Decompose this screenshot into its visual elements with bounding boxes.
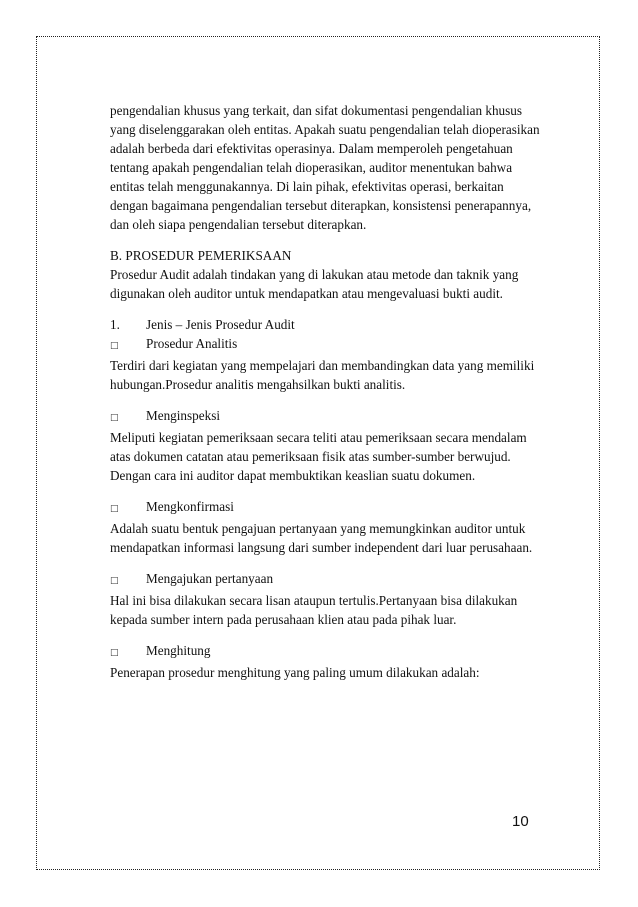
item-text: Meliputi kegiatan pemeriksaan secara teliti atau pemeriksaan secara mendalam atas dokumen catatan atau pemeriksaan fisik atas sumber-sumber berwujud. Dengan cara ini auditor dapat membuktikan keaslian suatu dokumen.: [110, 430, 527, 483]
bullet-item-title: [110, 497, 540, 519]
item-text: Terdiri dari kegiatan yang mempelajari dan membandingkan data yang memiliki hubungan.Prosedur analitis mengahsilkan bukti analitis.: [110, 358, 535, 392]
item-text: Penerapan prosedur menghitung yang paling umum dilakukan adalah:: [110, 665, 480, 680]
page-number: 10: [512, 813, 529, 830]
checkbox-bullet-icon: □: [110, 341, 119, 351]
checkbox-bullet-icon: □: [110, 504, 119, 514]
bullet-item-title: [110, 641, 540, 663]
checkbox-bullet-icon: □: [110, 413, 119, 423]
item-title: Menghitung: [146, 643, 211, 658]
item-title: Menginspeksi: [146, 408, 220, 423]
document-body: [110, 101, 540, 682]
section-paragraph: Prosedur Audit adalah tindakan yang di lakukan atau metode dan taknik yang digunakan oleh auditor untuk mendapatkan atau mengevaluasi bukti audit.: [110, 267, 519, 301]
bullet-item-title: [110, 334, 540, 356]
item-title: Mengajukan pertanyaan: [146, 571, 274, 586]
checkbox-bullet-icon: □: [110, 576, 119, 586]
checkbox-bullet-icon: □: [110, 648, 119, 658]
intro-paragraph: pengendalian khusus yang terkait, dan sifat dokumentasi pengendalian khusus yang diselenggarakan oleh entitas. Apakah suatu pengendalian telah dioperasikan adalah berbeda dari efektivitas operasinya. Dalam memperoleh pengetahuan tentang apakah pengendalian telah dioperasikan, auditor menentukan bahwa entitas telah menggunakannya. Di lain pihak, efektivitas operasi, berkaitan dengan bagaimana pengendalian tersebut diterapkan, konsistensi penerapannya, dan oleh siapa pengendalian tersebut diterapkan.: [110, 103, 540, 232]
bullet-item-title: [110, 569, 540, 591]
item-text: Hal ini bisa dilakukan secara lisan ataupun tertulis.Pertanyaan bisa dilakukan kepada sumber intern pada perusahaan klien atau pada pihak luar.: [110, 593, 518, 627]
bullet-item-title: [110, 406, 540, 428]
item-title: Prosedur Analitis: [146, 336, 238, 351]
list-number: 1.: [110, 317, 120, 332]
item-text: Adalah suatu bentuk pengajuan pertanyaan yang memungkinkan auditor untuk mendapatkan informasi langsung dari sumber independent dari luar perusahaan.: [110, 521, 533, 555]
list-title: Jenis – Jenis Prosedur Audit: [146, 317, 295, 332]
section-heading: B. PROSEDUR PEMERIKSAAN: [110, 248, 292, 263]
numbered-list-item: [110, 315, 540, 334]
item-title: Mengkonfirmasi: [146, 499, 234, 514]
